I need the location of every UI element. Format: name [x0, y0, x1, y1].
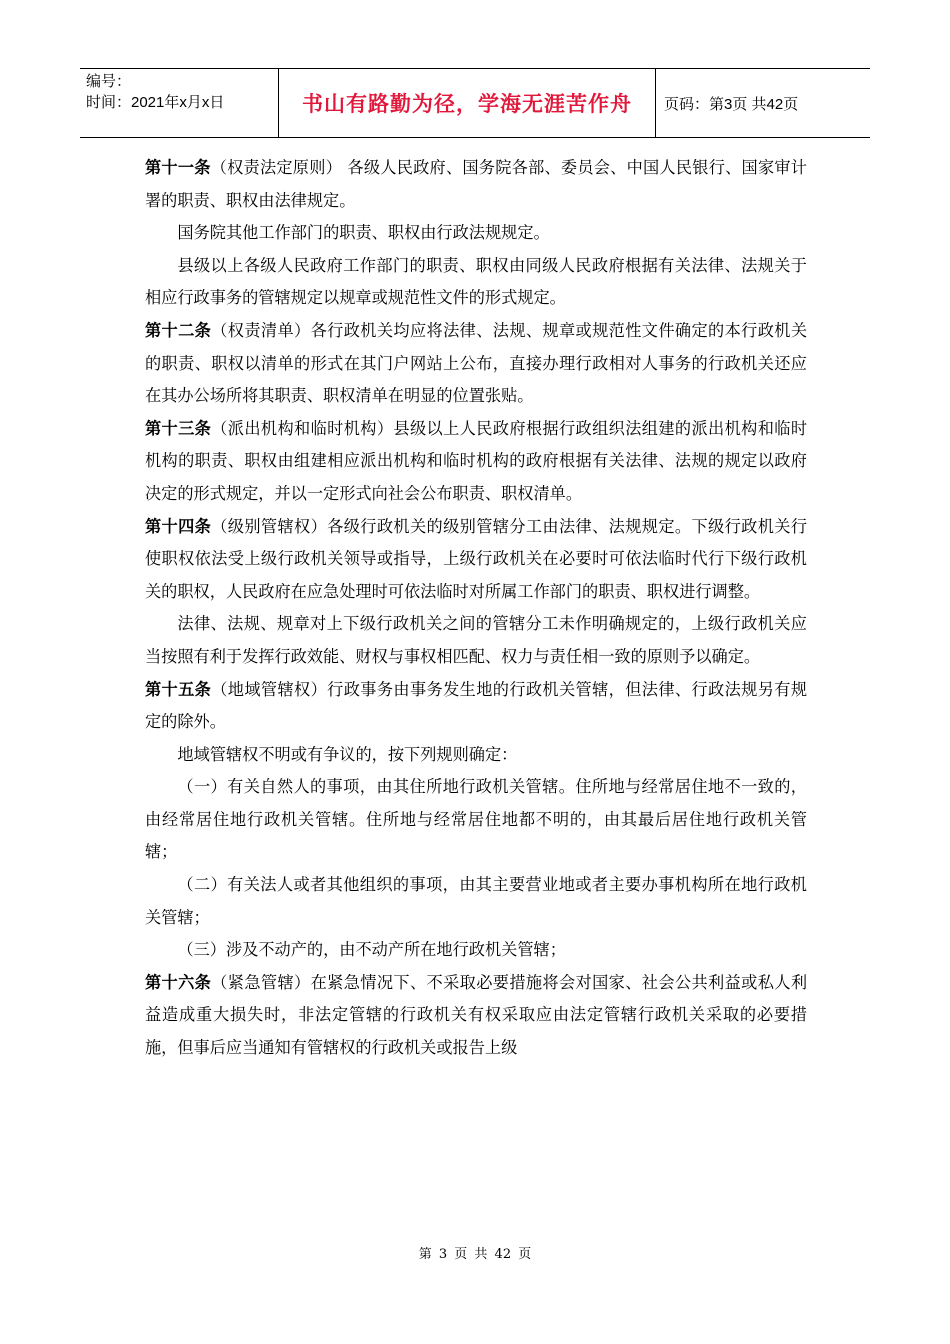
body-paragraph: 国务院其他工作部门的职责、职权由行政法规规定。 [177, 223, 550, 243]
article-text: （权责法定原则） 各级人民政府、国务院各部、委员会、中国人民银行、国家审计署的职责、职权由法律规定。 [145, 158, 807, 210]
list-item-paragraph: （一）有关自然人的事项，由其住所地行政机关管辖。住所地与经常居住地不一致的，由经常居住地行政机关管辖。住所地与经常居住地都不明的，由其最后居住地行政机关管辖； [145, 777, 807, 862]
article-title: 第十二条 [145, 320, 212, 340]
document-date-label: 时间：2021年x月x日 [86, 94, 225, 111]
article-text: （紧急管辖）在紧急情况下、不采取必要措施将会对国家、社会公共利益或私人利益造成重大损失时，非法定管辖的行政机关有权采取应由法定管辖行政机关采取的必要措施，但事后应当通知有管辖权的行政机关或报告上级 [145, 972, 808, 1058]
article-paragraph [145, 152, 807, 217]
article-paragraph [145, 315, 807, 413]
header-page-number: 页码：第3页 共42页 [664, 95, 799, 113]
article-text: （权责清单）各行政机关均应将法律、法规、规章或规范性文件确定的本行政机关的职责、职权以清单的形式在其门户网站上公布，直接办理行政相对人事务的行政机关还应在其办公场所将其职责、职权清单在明显的位置张贴。 [145, 320, 808, 406]
document-body [145, 152, 807, 1065]
body-paragraph: 县级以上各级人民政府工作部门的职责、职权由同级人民政府根据有关法律、法规关于相应行政事务的管辖规定以规章或规范性文件的形式规定。 [145, 255, 807, 308]
article-title: 第十三条 [145, 418, 212, 438]
article-title: 第十一条 [145, 158, 211, 177]
list-item-paragraph: （二）有关法人或者其他组织的事项，由其主要营业地或者主要办事机构所在地行政机关管辖； [145, 875, 807, 927]
page-header [80, 68, 870, 138]
article-text: （派出机构和临时机构）县级以上人民政府根据行政组织法组建的派出机构和临时机构的职责、职权由组建相应派出机构和临时机构的政府根据有关法律、法规的规定以政府决定的形式规定，并以一定形式向社会公布职责、职权清单。 [145, 418, 808, 503]
article-title: 第十四条 [145, 516, 212, 536]
body-paragraph: 地域管辖权不明或有争议的，按下列规则确定： [177, 744, 518, 764]
article-title: 第十六条 [145, 972, 212, 992]
article-text: （地域管辖权）行政事务由事务发生地的行政机关管辖，但法律、行政法规另有规定的除外。 [145, 679, 808, 732]
header-meta [80, 69, 279, 137]
article-paragraph [145, 511, 807, 609]
body-paragraph: 法律、法规、规章对上下级行政机关之间的管辖分工未作明确规定的，上级行政机关应当按照有利于发挥行政效能、财权与事权相匹配、权力与责任相一致的原则予以确定。 [145, 614, 807, 666]
article-paragraph [145, 674, 807, 739]
list-item-paragraph: （三）涉及不动产的，由不动产所在地行政机关管辖； [177, 940, 566, 960]
article-text: （级别管辖权）各级行政机关的级别管辖分工由法律、法规规定。下级行政机关行使职权依法受上级行政机关领导或指导，上级行政机关在必要时可依法临时代行下级行政机关的职权，人民政府在应急处理时可依法临时对所属工作部门的职责、职权进行调整。 [145, 516, 808, 601]
header-motto: 书山有路勤为径，学海无涯苦作舟 [279, 69, 656, 137]
article-paragraph [145, 967, 807, 1065]
page-footer: 第 3 页 共 42 页 [418, 1247, 532, 1262]
document-number-label: 编号： [86, 73, 132, 90]
article-title: 第十五条 [145, 679, 212, 699]
article-paragraph [145, 413, 807, 511]
